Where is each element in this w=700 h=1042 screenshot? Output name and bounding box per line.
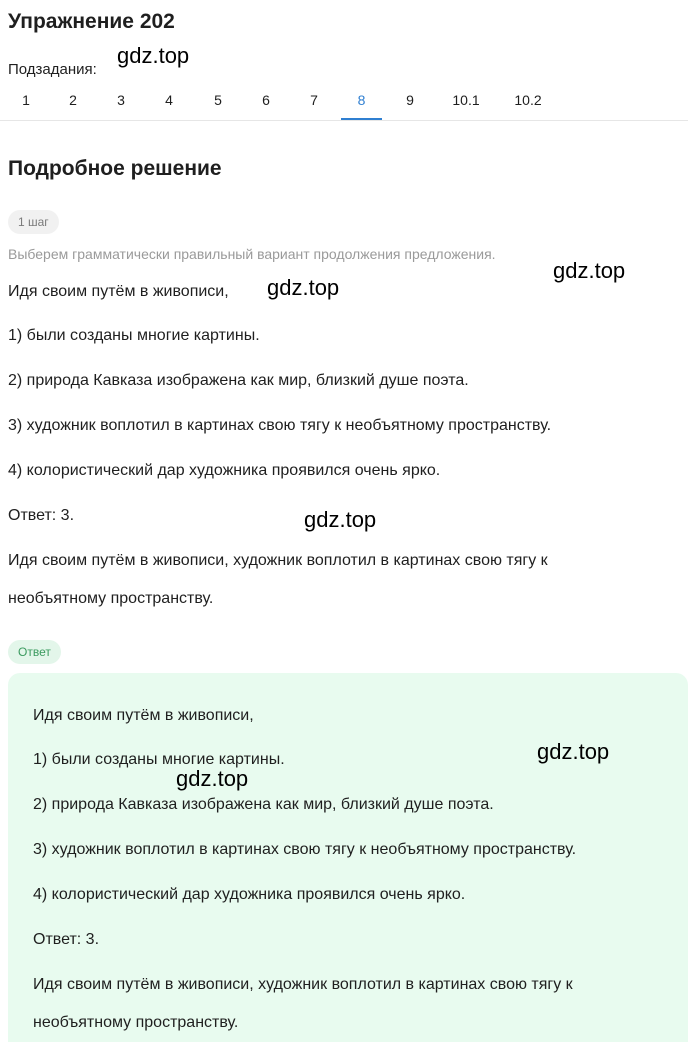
solution-hint: Выберем грамматически правильный вариант продолжения предложения. (8, 246, 496, 262)
watermark: gdz.top (176, 766, 249, 791)
answer-box (8, 673, 688, 1042)
answer-badge: Ответ (8, 640, 61, 664)
answer-line: 1) были созданы многие картины. (33, 751, 285, 768)
tab-subtask-8[interactable]: 8 (341, 84, 382, 120)
answer-line: 4) колористический дар художника проявился очень ярко. (33, 886, 466, 903)
tab-subtask-3[interactable]: 3 (117, 92, 125, 108)
answer-line: 2) природа Кавказа изображена как мир, близкий душе поэта. (33, 796, 494, 813)
solution-title: Подробное решение (8, 157, 222, 180)
solution-line: Идя своим путём в живописи, (8, 283, 229, 300)
subtasks-label: Подзадания: (8, 61, 97, 78)
tab-subtask-5[interactable]: 5 (214, 92, 222, 108)
subtask-tabs (0, 84, 688, 121)
solution-line: 2) природа Кавказа изображена как мир, близкий душе поэта. (8, 372, 469, 389)
tab-subtask-6[interactable]: 6 (262, 92, 270, 108)
tab-subtask-9[interactable]: 9 (406, 92, 414, 108)
watermark: gdz.top (537, 739, 610, 764)
tab-subtask-10-2[interactable]: 10.2 (514, 92, 542, 108)
watermark: gdz.top (267, 275, 340, 300)
tab-subtask-4[interactable]: 4 (165, 92, 173, 108)
tab-subtask-1[interactable]: 1 (22, 92, 30, 108)
solution-line: 4) колористический дар художника проявился очень ярко. (8, 462, 441, 479)
solution-line: 3) художник воплотил в картинах свою тягу к необъятному пространству. (8, 417, 552, 434)
watermark: gdz.top (117, 43, 190, 68)
answer-line: Ответ: 3. (33, 931, 100, 948)
step-badge: 1 шаг (8, 210, 59, 234)
tab-subtask-7[interactable]: 7 (310, 92, 318, 108)
tab-subtask-2[interactable]: 2 (69, 92, 77, 108)
solution-line: 1) были созданы многие картины. (8, 327, 260, 344)
solution-line: Идя своим путём в живописи, художник воплотил в картинах свою тягу к (8, 552, 548, 569)
answer-line: 3) художник воплотил в картинах свою тягу к необъятному пространству. (33, 841, 577, 858)
answer-line: Идя своим путём в живописи, (33, 707, 254, 724)
solution-line: необъятному пространству. (8, 590, 214, 607)
solution-line: Ответ: 3. (8, 507, 75, 524)
page-title: Упражнение 202 (8, 10, 175, 33)
watermark: gdz.top (304, 507, 377, 532)
watermark: gdz.top (553, 258, 626, 283)
answer-line: Идя своим путём в живописи, художник воплотил в картинах свою тягу к (33, 976, 573, 993)
tab-subtask-10-1[interactable]: 10.1 (452, 92, 480, 108)
answer-line: необъятному пространству. (33, 1014, 239, 1031)
